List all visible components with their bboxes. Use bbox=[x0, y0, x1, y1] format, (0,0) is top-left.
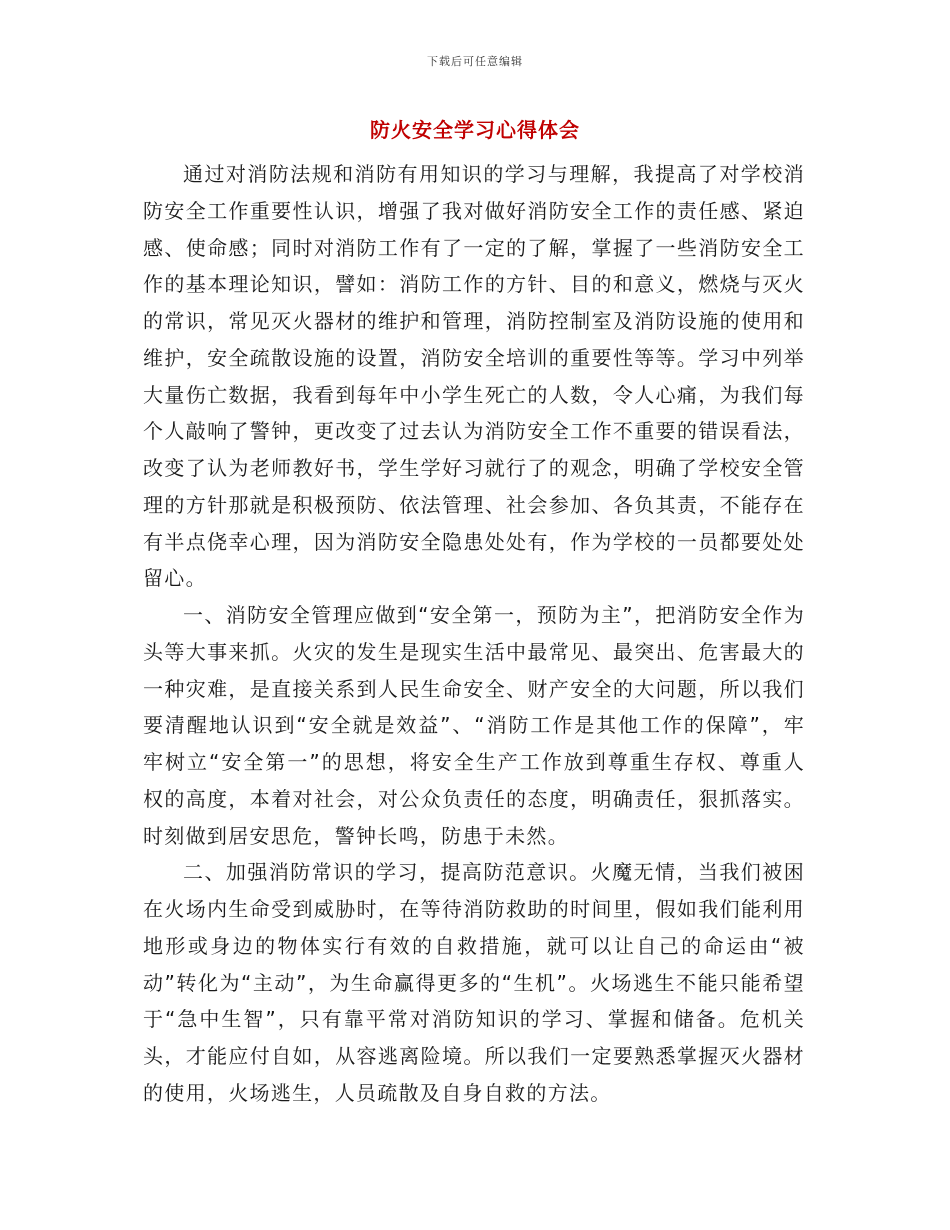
header-note: 下载后可任意编辑 bbox=[427, 55, 523, 68]
paragraph: 一、消防安全管理应做到“安全第一，预防为主”，把消防安全作为头等大事来抓。火灾的发生是现实生活中最常见、最突出、危害最大的一种灾难，是直接关系到人民生命安全、财产安全的大问题，所以我们要清醒地认识到“安全就是效益”、“消防工作是其他工作的保障”，牢牢树立“安全第一”的思想，将安全生产工作放到尊重生存权、尊重人权的高度，本着对社会，对公众负责任的态度，明确责任，狠抓落实。时刻做到居安思危，警钟长鸣，防患于未然。 bbox=[143, 603, 805, 848]
paragraph: 二、加强消防常识的学习，提高防范意识。火魔无情，当我们被困在火场内生命受到威胁时，在等待消防救助的时间里，假如我们能利用地形或身边的物体实行有效的自救措施，就可以让自己的命运由“被动”转化为“主动”，为生命赢得更多的“生机”。火场逃生不能只能希望于“急中生智”，只有靠平常对消防知识的学习、掌握和储备。危机关头，才能应付自如，从容逃离险境。所以我们一定要熟悉掌握灭火器材的使用，火场逃生，人员疏散及自身自救的方法。 bbox=[143, 860, 805, 1105]
paragraph: 通过对消防法规和消防有用知识的学习与理解，我提高了对学校消防安全工作重要性认识，增强了我对做好消防安全工作的责任感、紧迫感、使命感；同时对消防工作有了一定的了解，掌握了一些消防安全工作的基本理论知识，譬如：消防工作的方针、目的和意义，燃烧与灭火的常识，常见灭火器材的维护和管理，消防控制室及消防设施的使用和维护，安全疏散设施的设置，消防安全培训的重要性等等。学习中列举大量伤亡数据，我看到每年中小学生死亡的人数，令人心痛，为我们每个人敲响了警钟，更改变了过去认为消防安全工作不重要的错误看法，改变了认为老师教好书，学生学好习就行了的观念，明确了学校安全管理的方针那就是积极预防、依法管理、社会参加、各负其责，不能存在有半点侥幸心理，因为消防安全隐患处处有，作为学校的一员都要处处留心。 bbox=[143, 162, 805, 591]
document-title: 防火安全学习心得体会 bbox=[370, 118, 580, 142]
document-body bbox=[143, 156, 805, 1112]
